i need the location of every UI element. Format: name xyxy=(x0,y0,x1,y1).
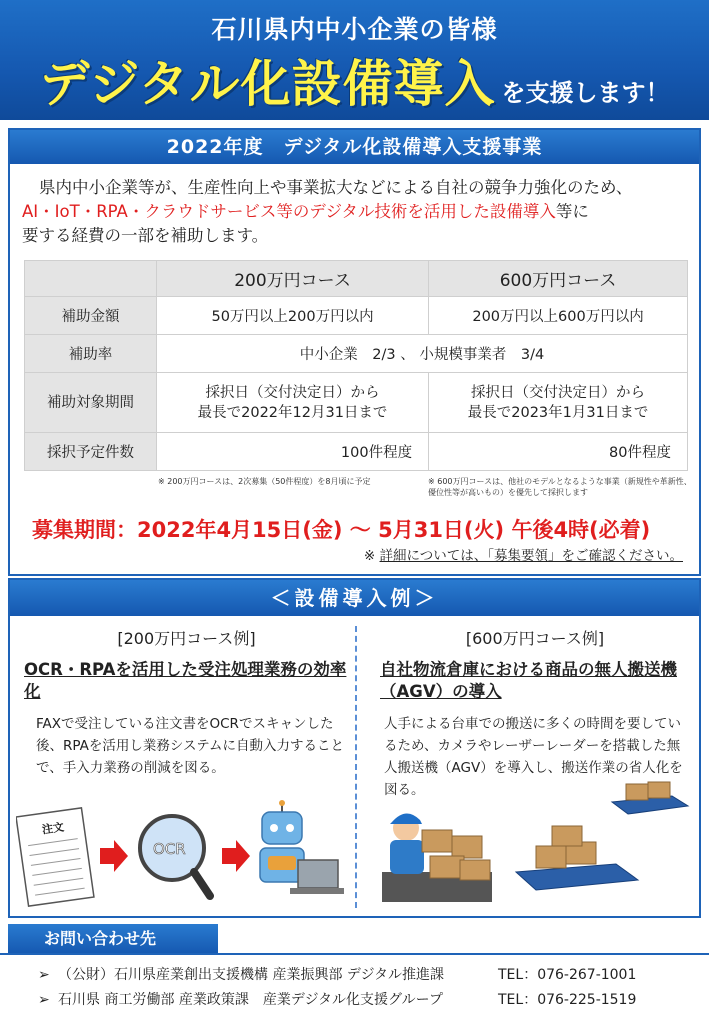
header-banner xyxy=(0,0,709,120)
details-prefix: ※ xyxy=(363,548,380,564)
examples-card xyxy=(8,578,701,918)
row-label-rate: 補助率 xyxy=(25,335,157,373)
example-200-course: [200万円コース例] xyxy=(117,629,256,648)
arrow-right-icon xyxy=(100,840,128,872)
example-600-body: 人手による台車での搬送に多くの時間を要しているため、カメラやレーザーレーダーを搭載した無人搬送機（AGV）を導入し、搬送作業の省人化を図る。 xyxy=(384,716,683,798)
intro-highlight: AI・IoT・RPA・クラウドサービス等のデジタル技術を活用した設備導入 xyxy=(22,202,556,221)
table-row xyxy=(25,433,688,471)
contact-item xyxy=(38,964,637,984)
headline-main: デジタル化設備導入 xyxy=(39,55,496,113)
agv-illustration xyxy=(376,776,696,910)
table-header-200: 200万円コース xyxy=(157,261,429,297)
example-200 xyxy=(24,626,349,779)
table-row xyxy=(25,335,688,373)
contact-org: 石川県 商工労働部 産業政策課 産業デジタル化支援グループ xyxy=(58,992,443,1008)
program-title: 2022年度 デジタル化設備導入支援事業 xyxy=(10,130,699,164)
intro-line2 xyxy=(22,200,692,224)
note-600: ※ 600万円コースは、他社のモデルとなるような事業（新規性や革新性、優位性等が高いもの）を優先して採択します xyxy=(428,477,692,497)
magnifier-icon xyxy=(140,816,210,896)
row-label-count: 採択予定件数 xyxy=(25,433,157,471)
table-row xyxy=(25,297,688,335)
contact-tel[interactable]: TEL：076-225-1519 xyxy=(498,992,637,1008)
cell-amount-200: 50万円以上200万円以内 xyxy=(157,297,429,335)
contact-org: （公財）石川県産業創出支援機構 産業振興部 デジタル推進課 xyxy=(58,967,445,983)
program-card xyxy=(8,128,701,576)
example-200-body: FAXで受注している注文書をOCRでスキャンした後、RPAを活用し業務システムに自動入力することで、手入力業務の削減を図る。 xyxy=(36,716,345,776)
order-doc-label: 注文 xyxy=(41,820,65,837)
application-period: 募集期間：2022年4月15日(金) ～ 5月31日(火) 午後4時(必着) xyxy=(32,518,651,542)
laptop-icon xyxy=(290,860,344,894)
table-corner xyxy=(25,261,157,297)
course-table xyxy=(24,260,688,471)
intro-line1: 県内中小企業等が、生産性向上や事業拡大などによる自社の競争力強化のため、 xyxy=(39,178,633,197)
header-headline xyxy=(0,44,709,116)
examples-divider xyxy=(355,626,357,908)
table-row xyxy=(25,373,688,433)
box-stack-icon xyxy=(422,830,490,880)
contact-item xyxy=(38,989,637,1009)
details-link[interactable]: 詳細については、「募集要領」をご確認ください。 xyxy=(379,548,683,564)
cell-rate: 中小企業 2/3 、 小規模事業者 3/4 xyxy=(157,335,688,373)
cell-period-600 xyxy=(429,373,688,433)
order-document-icon xyxy=(16,808,94,906)
table-header-600: 600万円コース xyxy=(429,261,688,297)
example-600 xyxy=(380,626,690,801)
contact-tel[interactable]: TEL：076-267-1001 xyxy=(498,967,637,983)
details-note xyxy=(364,544,683,564)
arrow-bullet-icon: ➢ xyxy=(38,967,50,983)
cell-period-200 xyxy=(157,373,429,433)
header-greeting: 石川県内中小企業の皆様 xyxy=(211,15,498,44)
row-label-amount: 補助金額 xyxy=(25,297,157,335)
intro-line3: 要する経費の一部を補助します。 xyxy=(22,226,269,245)
ocr-label: OCR xyxy=(153,840,186,858)
program-intro xyxy=(22,176,692,248)
headline-suffix: を支援します！ xyxy=(501,79,670,107)
row-label-period: 補助対象期間 xyxy=(25,373,157,433)
period-200-a: 採択日（交付決定日）から xyxy=(205,384,380,401)
arrow-right-icon xyxy=(222,840,250,872)
ocr-illustration xyxy=(16,798,346,910)
example-600-heading: 自社物流倉庫における商品の無人搬送機（AGV）の導入 xyxy=(380,660,677,701)
period-600-a: 採択日（交付決定日）から xyxy=(471,384,646,401)
contact-title: お問い合わせ先 xyxy=(8,924,218,954)
cell-amount-600: 200万円以上600万円以内 xyxy=(429,297,688,335)
example-200-heading: OCR・RPAを活用した受注処理業務の効率化 xyxy=(24,660,347,701)
contact-divider xyxy=(0,953,709,955)
agv-cart-icon xyxy=(612,782,688,814)
period-600-b: 最長で2023年1月31日まで xyxy=(467,404,649,421)
example-600-course: [600万円コース例] xyxy=(465,629,605,648)
intro-line2-suffix: 等に xyxy=(555,202,589,221)
note-200: ※ 200万円コースは、2次募集（50件程度）を8月頃に予定 xyxy=(158,477,371,486)
agv-cart-icon xyxy=(516,826,638,890)
cell-count-600: 80件程度 xyxy=(429,433,688,471)
arrow-bullet-icon: ➢ xyxy=(38,992,50,1008)
period-200-b: 最長で2022年12月31日まで xyxy=(197,404,388,421)
examples-title: ＜設備導入例＞ xyxy=(10,580,699,616)
cell-count-200: 100件程度 xyxy=(157,433,429,471)
